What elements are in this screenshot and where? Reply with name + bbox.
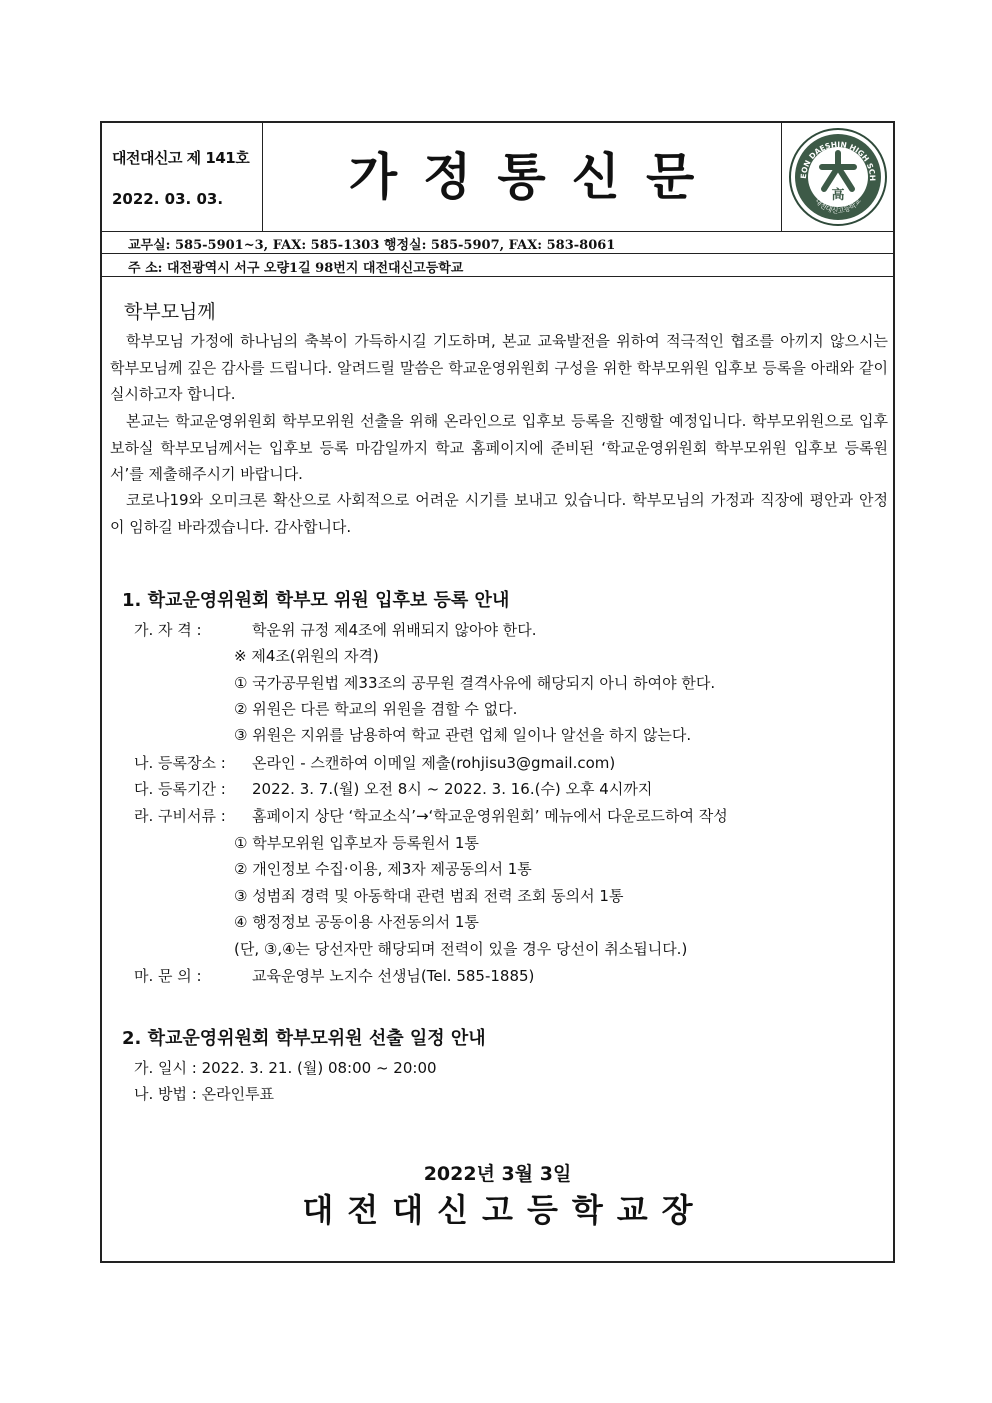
docs-value: 홈페이지 상단 ‘학교소식’→‘학교운영위원회’ 메뉴에서 다운로드하여 작성: [252, 807, 728, 825]
contact-label: 마. 문 의 :: [134, 967, 202, 985]
header: [102, 123, 893, 232]
logo-char: 高: [831, 188, 845, 203]
contact-info: 교무실: 585-5901~3, FAX: 585-1303 행정실: 585-5907, FAX: 583-8061: [128, 238, 616, 253]
notice-frame: [100, 121, 895, 1263]
place-label: 나. 등록장소 :: [134, 754, 226, 772]
qual-note: ※ 제4조(위원의 자격): [234, 647, 379, 665]
issue-box: [102, 123, 263, 231]
qual-item: ① 국가공무원법 제33조의 공무원 결격사유에 해당되지 아니 하여야 한다.: [234, 674, 716, 692]
paragraph-2-text: 본교는 학교운영위원회 학부모위원 선출을 위해 온라인으로 입후보 등록을 진행할 예정입니다. 학부모위원으로 입후보하실 학부모님께서는 입후보 등록 마감일까지 학교 홈페이지에 준비된 ‘학교운영위원회 학부모위원 입후보 등록원서’를 제출해주시기 바랍니다.: [110, 412, 888, 483]
school-logo: [782, 123, 894, 231]
paragraph-3: [110, 487, 888, 540]
issue-date: 2022. 03. 03.: [112, 190, 224, 208]
issue-number: 대전대신고 제 141호: [112, 149, 250, 167]
contact-value: 교육운영부 노지수 선생님(Tel. 585-1885): [252, 967, 535, 985]
paragraph-3-text: 코로나19와 오미크론 확산으로 사회적으로 어려운 시기를 보내고 있습니다. 학부모님의 가정과 직장에 평안과 안정이 임하길 바라겠습니다. 감사합니다.: [110, 491, 888, 536]
page-title: 가정통신문: [348, 148, 721, 206]
logo-bottom-text: 대전대신고등학교: [813, 197, 863, 216]
docs-item: ② 개인정보 수집·이용, 제3자 제공동의서 1통: [234, 860, 532, 878]
period-label: 다. 등록기간 :: [134, 780, 226, 798]
logo-box: [781, 123, 894, 231]
section-2-heading: 2. 학교운영위원회 학부모위원 선출 일정 안내: [122, 1028, 486, 1049]
qual-value: 학운위 규정 제4조에 위배되지 않아야 한다.: [252, 621, 537, 639]
qual-label: 가. 자 격 :: [134, 621, 202, 639]
docs-item: ④ 행정정보 공동이용 사전동의서 1통: [234, 913, 479, 931]
address-info: 주 소: 대전광역시 서구 오량1길 98번지 대전대신고등학교: [128, 261, 464, 276]
docs-label: 라. 구비서류 :: [134, 807, 226, 825]
address-row: [102, 254, 893, 277]
signature-date: 2022년 3월 3일: [423, 1163, 572, 1185]
paragraph-1: [110, 328, 888, 408]
section-1-heading: 1. 학교운영위원회 학부모 위원 입후보 등록 안내: [122, 590, 510, 611]
period-value: 2022. 3. 7.(월) 오전 8시 ~ 2022. 3. 16.(수) 오후 4시까지: [252, 780, 653, 798]
greeting: 학부모님께: [124, 301, 216, 323]
logo-ring-text: EON DAESHIN HIGH SCH: [798, 139, 878, 182]
paragraph-1-text: 학부모님 가정에 하나님의 축복이 가득하시길 기도하며, 본교 교육발전을 위하여 적극적인 협조를 아끼지 않으시는 학부모님께 깊은 감사를 드립니다. 알려드릴 말씀은 학교운영위원회 구성을 위한 학부모위원 입후보 등록을 아래와 같이 실시하고자 합니다.: [110, 332, 888, 403]
qual-item: ② 위원은 다른 학교의 위원을 겸할 수 없다.: [234, 700, 518, 718]
election-date: 가. 일시 : 2022. 3. 21. (월) 08:00 ~ 20:00: [134, 1059, 437, 1077]
election-method: 나. 방법 : 온라인투표: [134, 1085, 275, 1103]
paragraph-2: [110, 408, 888, 488]
docs-note: (단, ③,④는 당선자만 해당되며 전력이 있을 경우 당선이 취소됩니다.): [234, 940, 688, 958]
signature-name: 대전대신고등학교장: [302, 1191, 707, 1229]
docs-item: ③ 성범죄 경력 및 아동학대 관련 범죄 전력 조회 동의서 1통: [234, 887, 624, 905]
place-value: 온라인 - 스캔하여 이메일 제출(rohjisu3@gmail.com): [252, 754, 616, 772]
qual-item: ③ 위원은 지위를 남용하여 학교 관련 업체 일이나 알선을 하지 않는다.: [234, 726, 692, 744]
contact-row: [102, 231, 893, 254]
docs-item: ① 학부모위원 입후보자 등록원서 1통: [234, 834, 479, 852]
